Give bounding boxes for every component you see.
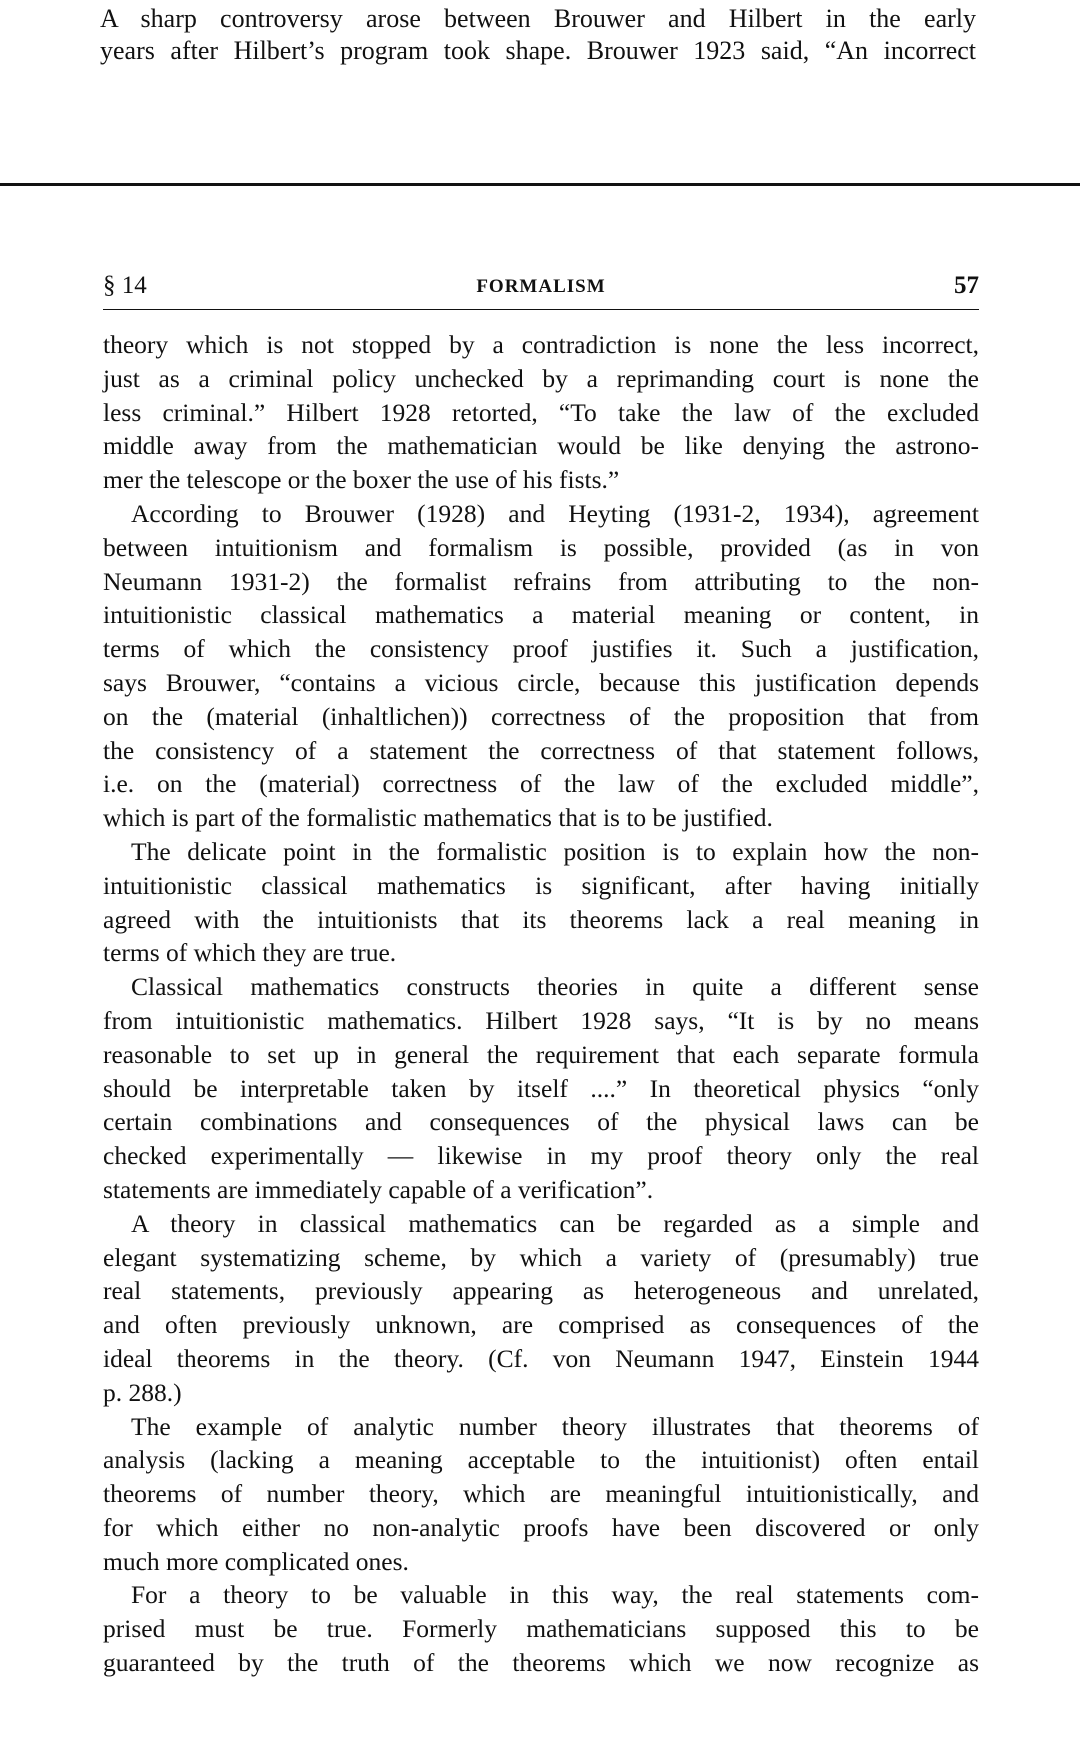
text-line: just as a criminal policy unchecked by a reprimanding court is none the bbox=[103, 363, 979, 393]
text-line: intuitionistic classical mathematics is significant, after having initially bbox=[103, 870, 979, 900]
text-line: i.e. on the (material) correctness of the law of the excluded middle”, bbox=[103, 769, 979, 799]
text-line: For a theory to be valuable in this way, the real statements com- bbox=[131, 1580, 979, 1610]
text-line: says Brouwer, “contains a vicious circle, because this justification depends bbox=[103, 667, 979, 697]
text-line: According to Brouwer (1928) and Heyting (1931-2, 1934), agreement bbox=[131, 498, 979, 528]
text-line: ideal theorems in the theory. (Cf. von Neumann 1947, Einstein 1944 bbox=[103, 1343, 979, 1373]
text-line: on the (material (inhaltlichen)) correctness of the proposition that from bbox=[103, 701, 979, 731]
running-title: FORMALISM bbox=[476, 276, 606, 297]
text-line: real statements, previously appearing as heterogeneous and unrelated, bbox=[103, 1276, 979, 1306]
text-line: theory which is not stopped by a contradiction is none the less incorrect, bbox=[103, 330, 979, 359]
text-line: much more complicated ones. bbox=[103, 1546, 409, 1576]
text-line: elegant systematizing scheme, by which a variety of (presumably) true bbox=[103, 1242, 979, 1272]
text-line: terms of which they are true. bbox=[103, 938, 397, 968]
page-number: 57 bbox=[954, 272, 979, 299]
text-line: mer the telescope or the boxer the use of his fists.” bbox=[103, 465, 620, 495]
previous-page-line: years after Hilbert’s program took shape. Brouwer 1923 said, “An incorrect bbox=[100, 36, 976, 65]
previous-page-fragment bbox=[0, 0, 1080, 186]
text-line: the consistency of a statement the correctness of that statement follows, bbox=[103, 735, 979, 765]
text-line: should be interpretable taken by itself ....” In theoretical physics “only bbox=[103, 1073, 979, 1103]
text-line: certain combinations and consequences of the physical laws can be bbox=[103, 1107, 979, 1137]
text-line: A theory in classical mathematics can be regarded as a simple and bbox=[131, 1208, 979, 1238]
text-line: theorems of number theory, which are meaningful intuitionistically, and bbox=[103, 1479, 979, 1509]
text-line: checked experimentally — likewise in my proof theory only the real bbox=[103, 1141, 979, 1171]
text-line: which is part of the formalistic mathematics that is to be justified. bbox=[103, 803, 773, 833]
text-line: for which either no non-analytic proofs have been discovered or only bbox=[103, 1512, 979, 1542]
body-text bbox=[103, 328, 979, 1680]
text-line: intuitionistic classical mathematics a material meaning or content, in bbox=[103, 600, 979, 630]
text-line: The example of analytic number theory illustrates that theorems of bbox=[131, 1411, 979, 1441]
previous-page-line: A sharp controversy arose between Brouwer and Hilbert in the early bbox=[100, 4, 976, 33]
section-number: § 14 bbox=[103, 272, 147, 299]
text-line: analysis (lacking a meaning acceptable to the intuitionist) often entail bbox=[103, 1445, 979, 1475]
text-line: prised must be true. Formerly mathematicians supposed this to be bbox=[103, 1614, 979, 1644]
text-line: Classical mathematics constructs theories in quite a different sense bbox=[131, 972, 979, 1002]
text-line: guaranteed by the truth of the theorems which we now recognize as bbox=[103, 1648, 979, 1678]
text-line: Neumann 1931-2) the formalist refrains from attributing to the non- bbox=[103, 566, 979, 596]
text-line: less criminal.” Hilbert 1928 retorted, “To take the law of the excluded bbox=[103, 397, 979, 427]
text-line: statements are immediately capable of a verification”. bbox=[103, 1174, 654, 1204]
text-line: The delicate point in the formalistic position is to explain how the non- bbox=[131, 836, 979, 866]
text-line: agreed with the intuitionists that its theorems lack a real meaning in bbox=[103, 904, 979, 934]
text-line: p. 288.) bbox=[103, 1377, 182, 1407]
text-line: reasonable to set up in general the requirement that each separate formula bbox=[103, 1039, 979, 1069]
text-line: from intuitionistic mathematics. Hilbert 1928 says, “It is by no means bbox=[103, 1005, 979, 1035]
text-line: middle away from the mathematician would be like denying the astrono- bbox=[103, 431, 979, 461]
text-line: and often previously unknown, are comprised as consequences of the bbox=[103, 1310, 979, 1340]
text-line: terms of which the consistency proof justifies it. Such a justification, bbox=[103, 634, 979, 664]
text-line: between intuitionism and formalism is possible, provided (as in von bbox=[103, 532, 979, 562]
running-head bbox=[103, 272, 979, 310]
